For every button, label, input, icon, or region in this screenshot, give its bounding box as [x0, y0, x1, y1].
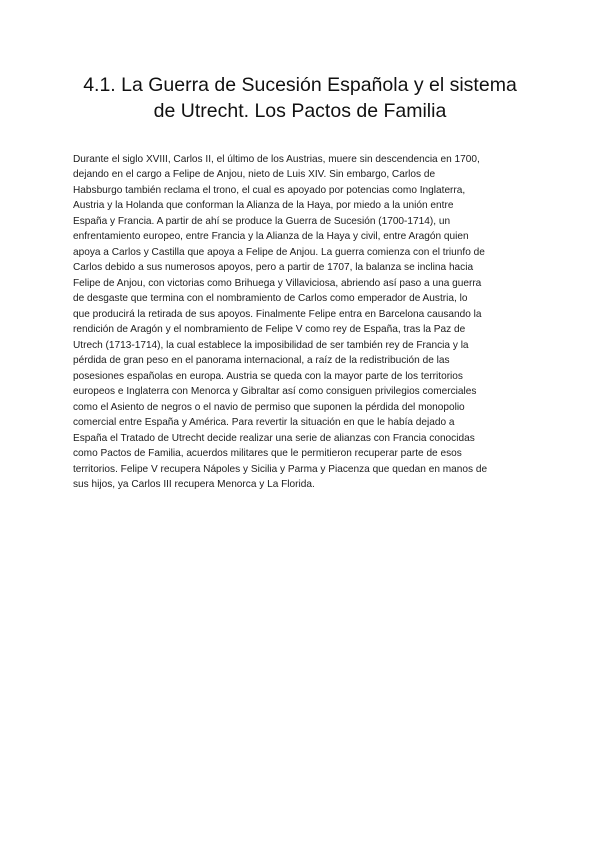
paragraph-line: como el Asiento de negros o el navio de permiso que suponen la pérdida del monopolio — [73, 401, 465, 413]
paragraph-line: que producirá la retirada de sus apoyos. Finalmente Felipe entra en Barcelona causando la — [73, 308, 482, 320]
document-title — [60, 72, 540, 124]
paragraph-line: Carlos debido a sus numerosos apoyos, pero a partir de 1707, la balanza se inclina hacia — [73, 262, 474, 274]
paragraph-line: España y Francia. A partir de ahí se produce la Guerra de Sucesión (1700-1714), un — [73, 215, 451, 227]
paragraph-line: Utrech (1713-1714), la cual establece la imposibilidad de ser también rey de Francia y la — [73, 339, 469, 351]
paragraph-line: Austria y la Holanda que conforman la Alianza de la Haya, por miedo a la unión entre — [73, 200, 454, 212]
paragraph-line: como Pactos de Familia, acuerdos militares que le permitieron recuperar parte de esos — [73, 448, 462, 460]
paragraph-line: dejando en el cargo a Felipe de Anjou, nieto de Luis XIV. Sin embargo, Carlos de — [73, 169, 436, 181]
title-line: 4.1. La Guerra de Sucesión Española y el sistema — [83, 74, 517, 96]
paragraph-line: España el Tratado de Utrecht decide realizar una serie de alianzas con Francia conocidas — [73, 432, 475, 444]
paragraph-line: europeos e Inglaterra con Menorca y Gibraltar así como consiguen privilegios comerciales — [73, 386, 477, 398]
paragraph-line: comercial entre España y América. Para revertir la situación en que le había dejado a — [73, 417, 455, 429]
paragraph-line: rendición de Aragón y el nombramiento de Felipe V como rey de España, tras la Paz de — [73, 324, 466, 336]
paragraph-line: enfrentamiento europeo, entre Francia y la Alianza de la Haya y civil, entre Aragón quien — [73, 231, 469, 243]
body-paragraph — [73, 152, 528, 493]
paragraph-line: pérdida de gran peso en el panorama internacional, a raíz de la redistribución de las — [73, 355, 450, 367]
paragraph-line: territorios. Felipe V recupera Nápoles y Sicilia y Parma y Piacenza que quedan en manos de — [73, 463, 488, 475]
paragraph-line: apoya a Carlos y Castilla que apoya a Felipe de Anjou. La guerra comienza con el triunfo de — [73, 246, 485, 258]
paragraph-line: de desgaste que termina con el nombramiento de Carlos como emperador de Austria, lo — [73, 293, 468, 305]
paragraph-line: sus hijos, ya Carlos III recupera Menorca y La Florida. — [73, 479, 315, 491]
paragraph-line: Durante el siglo XVIII, Carlos II, el último de los Austrias, muere sin descendencia en 1700, — [73, 154, 480, 165]
paragraph-line: Felipe de Anjou, con victorias como Brihuega y Villaviciosa, abriendo así paso a una guerra — [73, 277, 482, 289]
title-line: de Utrecht. Los Pactos de Familia — [153, 100, 447, 122]
paragraph-line: Habsburgo también reclama el trono, el cual es apoyado por potencias como Inglaterra, — [73, 184, 466, 196]
paragraph-line: posesiones españolas en europa. Austria se queda con la mayor parte de los territorios — [73, 370, 463, 382]
